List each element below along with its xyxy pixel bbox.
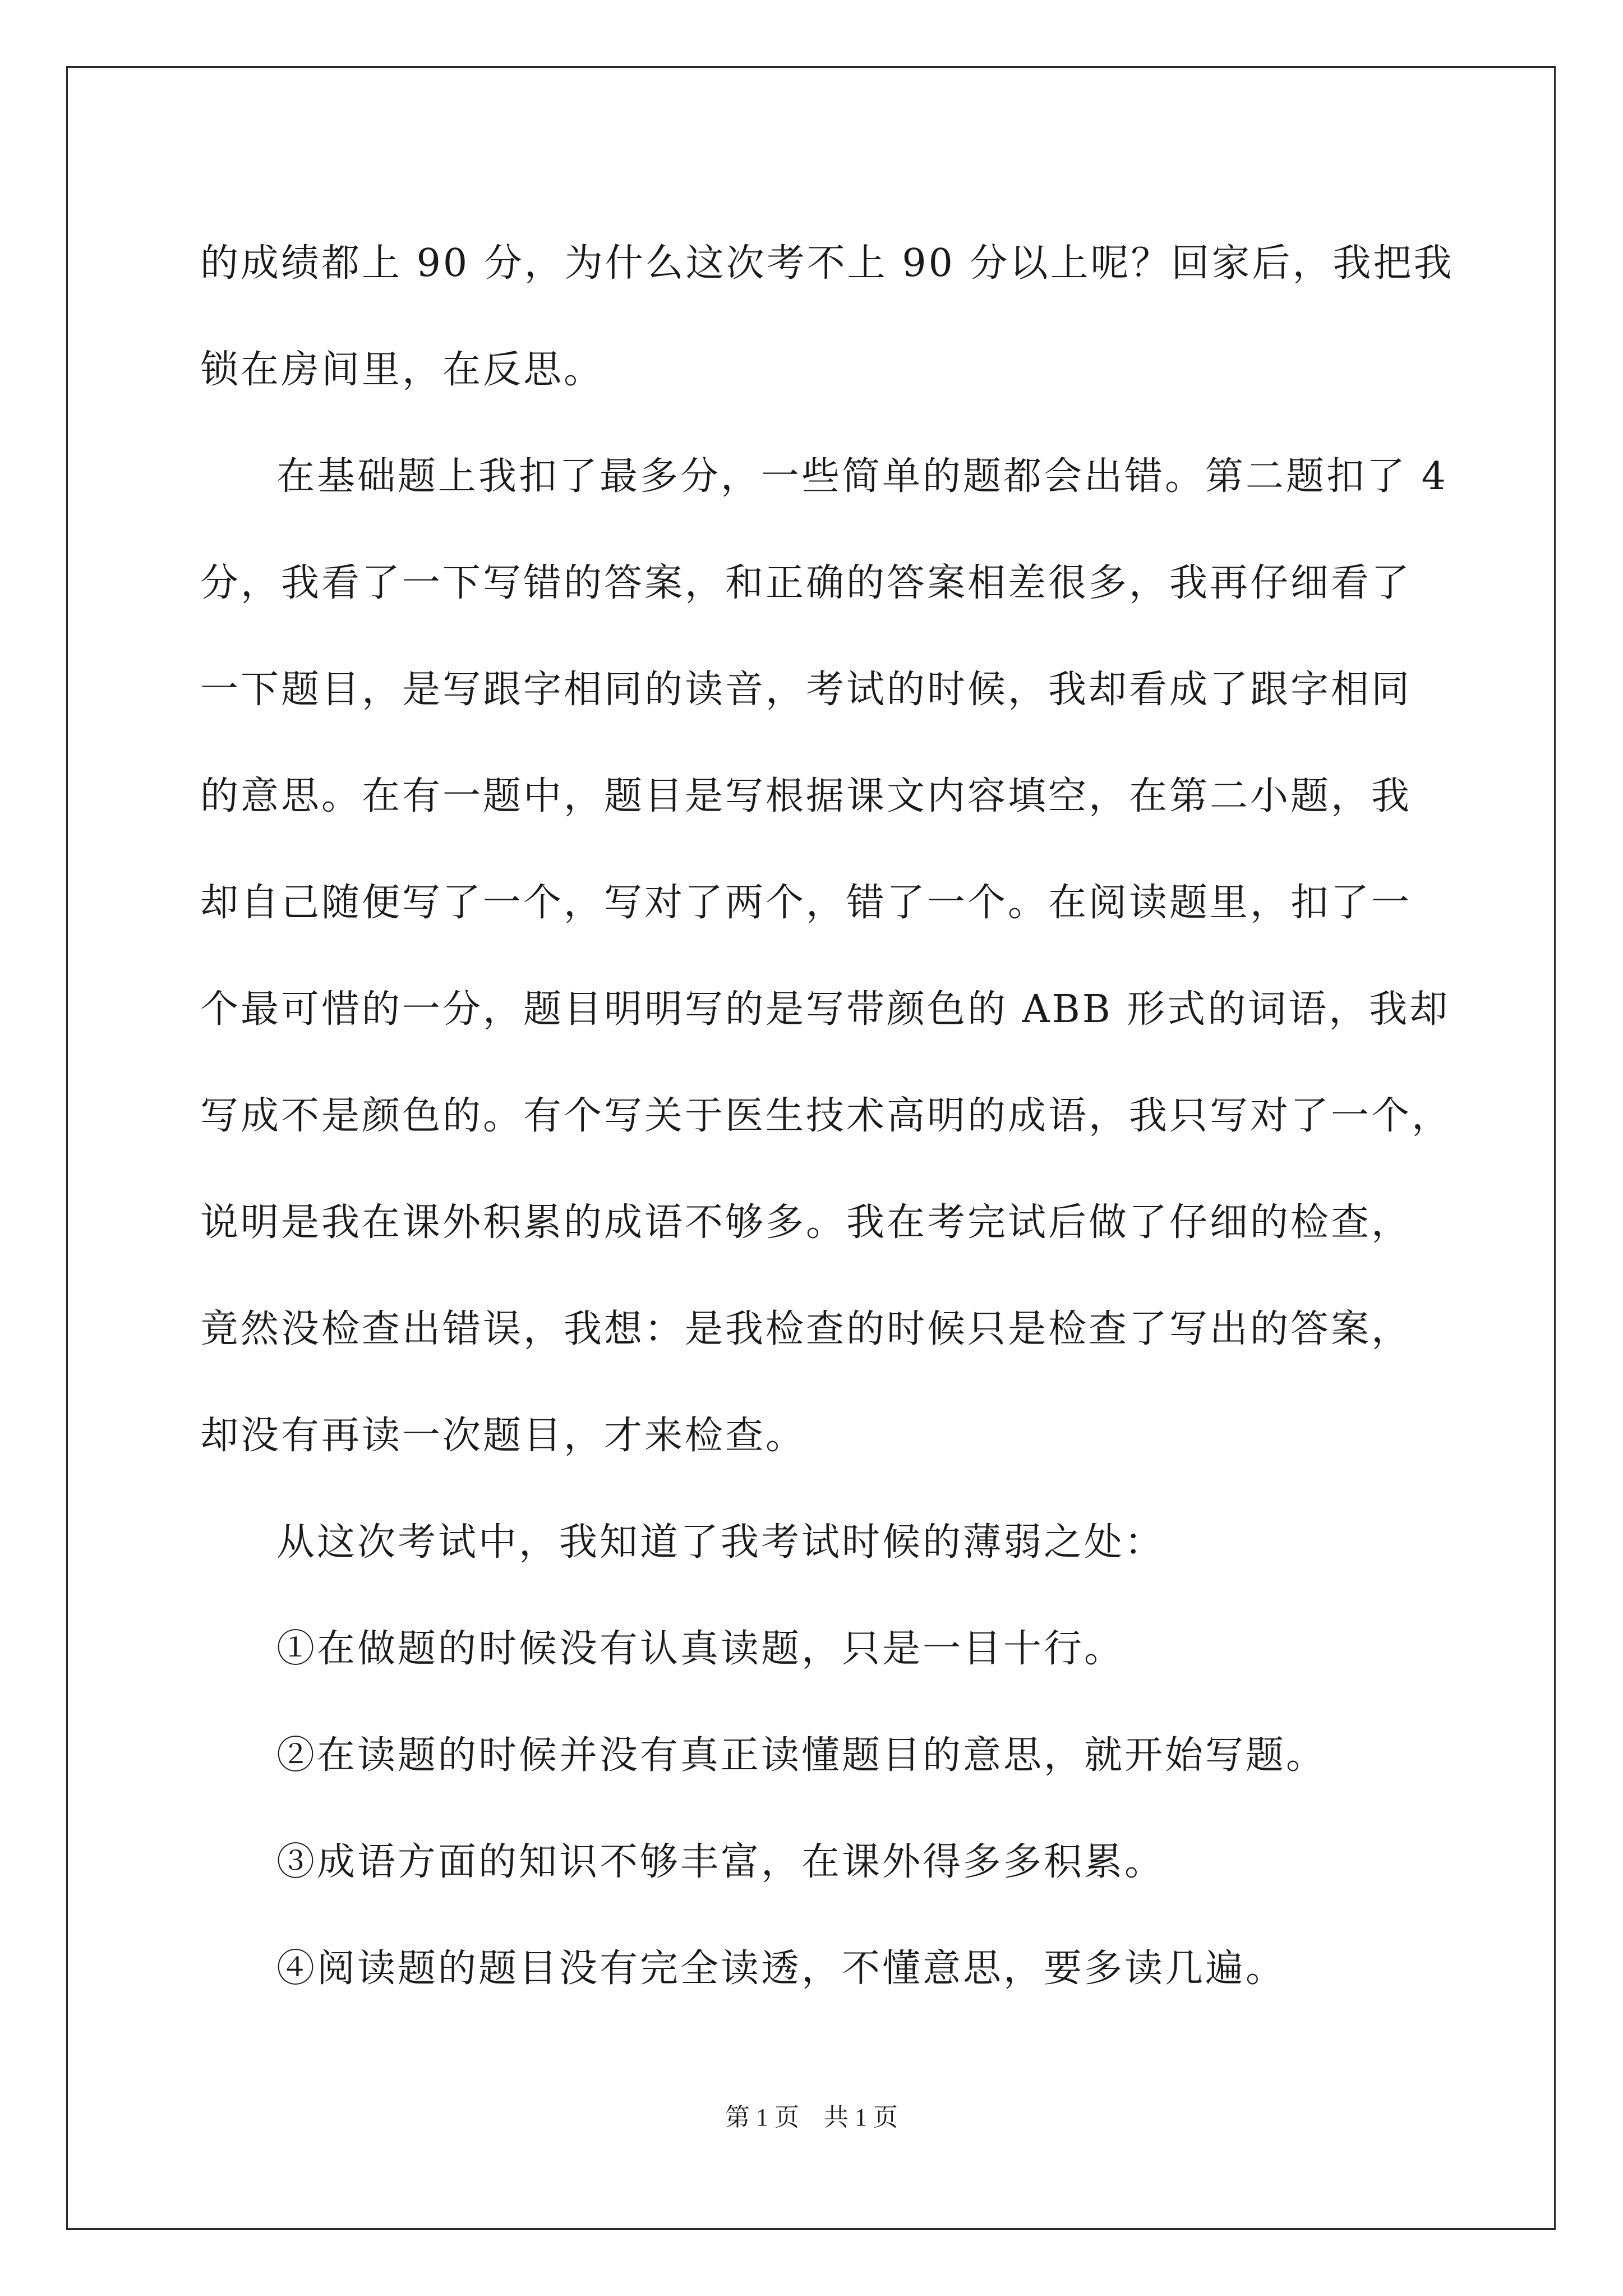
text-line: 锁在房间里，在反思。 [200,348,605,392]
page-number-footer: 第 1 页 共 1 页 [725,2104,898,2131]
list-item: ③成语方面的知识不够丰富，在课外得多多积累。 [276,1840,1165,1884]
document-body [200,210,1454,2022]
text-line: 个最可惜的一分，题目明明写的是写带颜色的 ABB 形式的词语，我却 [200,987,1450,1032]
text-line: 的成绩都上 90 分，为什么这次考不上 90 分以上呢？回家后，我把我 [200,241,1454,286]
text-line: 分，我看了一下写错的答案，和正确的答案相差很多，我再仔细看了 [200,561,1412,605]
list-item: ④阅读题的题目没有完全读透，不懂意思，要多读几遍。 [276,1947,1287,1991]
text-line: 写成不是颜色的。有个写关于医生技术高明的成语，我只写对了一个， [200,1094,1453,1138]
text-line: 说明是我在课外积累的成语不够多。我在考完试后做了仔细的检查， [200,1200,1412,1245]
text-line: 却自己随便写了一个，写对了两个，错了一个。在阅读题里，扣了一 [200,881,1412,925]
paragraph-first-line: 从这次考试中，我知道了我考试时候的薄弱之处： [276,1520,1165,1565]
text-line: 一下题目，是写跟字相同的读音，考试的时候，我却看成了跟字相同 [200,668,1412,712]
text-line: 却没有再读一次题目，才来检查。 [200,1414,806,1458]
text-line: 的意思。在有一题中，题目是写根据课文内容填空，在第二小题，我 [200,774,1412,818]
list-item: ②在读题的时候并没有真正读懂题目的意思，就开始写题。 [276,1733,1327,1778]
paragraph-first-line: 在基础题上我扣了最多分，一些简单的题都会出错。第二题扣了 4 [276,454,1448,499]
list-item: ①在做题的时候没有认真读题，只是一目十行。 [276,1627,1125,1671]
text-line: 竟然没检查出错误，我想：是我检查的时候只是检查了写出的答案， [200,1307,1412,1351]
